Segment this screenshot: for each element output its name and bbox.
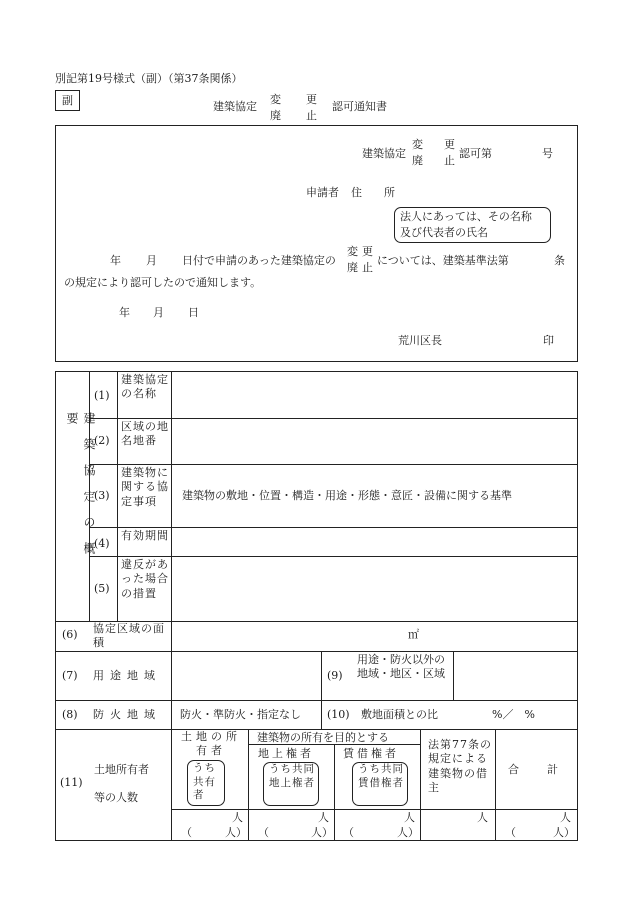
col-total: 合 計 [508, 763, 560, 776]
date-year: 年 [119, 306, 130, 319]
ratio-label: 敷地面積との比 [361, 708, 438, 721]
owners-label-line2: 等の人数 [94, 791, 138, 804]
body-choice-abolish-1: 廃 [347, 261, 358, 274]
col-lease-rights: 賃借権者 [343, 747, 399, 760]
body-choice-change-2: 更 [362, 245, 373, 258]
row1-num: (1) [94, 389, 110, 402]
body-month: 月 [146, 254, 157, 267]
body-choice-abolish-2: 止 [362, 261, 373, 274]
seal-mark: 印 [543, 334, 554, 347]
col-surface-rights: 地上権者 [258, 747, 314, 760]
row3-num: (3) [94, 489, 110, 502]
notice-choice-change-2: 更 [444, 138, 455, 151]
body-article: 条 [554, 254, 565, 267]
corp-note-line1: 法人にあっては、その名称 [400, 210, 532, 223]
use-zone-label: 用途地域 [93, 669, 161, 682]
col-art77: 法第77条の規定による建築物の借主 [428, 738, 492, 794]
title-choice-abolish-1: 廃 [270, 109, 281, 122]
title-prefix: 建築協定 [213, 100, 257, 113]
unit-art77: 人 [477, 811, 488, 824]
area-label: 協定区域の面積 [93, 622, 165, 650]
col-land-owner: 土地の所有者 [181, 730, 241, 758]
notice-number-prefix: 建築協定 [362, 147, 406, 160]
other-zone-label: 用途・防火以外の地域・地区・区域 [357, 653, 445, 681]
col-land-sub: うち共有者 [193, 762, 216, 802]
issuer: 荒川区長 [398, 334, 442, 347]
row3-label: 建築物に関する協定事項 [121, 466, 169, 508]
ratio-num: (10) [327, 708, 350, 721]
title-suffix: 認可通知書 [332, 100, 387, 113]
fire-zone-options: 防火・準防火・指定なし [180, 708, 301, 721]
unit-surface: 人 [318, 811, 329, 824]
notice-choice-abolish-2: 止 [444, 154, 455, 167]
other-zone-num: (9) [327, 669, 343, 682]
body-day-text: 日付で申請のあった建築協定の [182, 254, 336, 267]
row4-label: 有効期間 [121, 529, 169, 542]
applicant-label: 申請者 [306, 186, 339, 199]
form-reference: 別記第19号様式（副）（第37条関係） [55, 72, 243, 85]
paren-unit-surface: 人） [311, 826, 333, 839]
fire-zone-label: 防火地域 [93, 708, 161, 721]
address-label: 住 所 [351, 186, 395, 199]
ratio-value: %／ % [492, 708, 535, 721]
date-day: 日 [188, 306, 199, 319]
col-surface-sub: うち共同地上権者 [269, 763, 315, 789]
col-lease-sub: うち共同賃借権者 [358, 763, 404, 789]
notice-choice-change-1: 変 [412, 138, 423, 151]
paren-unit-land: 人） [225, 826, 247, 839]
notice-choice-abolish-1: 廃 [412, 154, 423, 167]
paren-open-land: （ [181, 826, 192, 839]
title-choice-change-2: 更 [306, 93, 317, 106]
paren-open-total: （ [505, 826, 516, 839]
owners-num: (11) [60, 776, 83, 789]
unit-total: 人 [560, 811, 571, 824]
date-month: 月 [153, 306, 164, 319]
notice-box [55, 125, 578, 362]
notice-number-suffix: 号 [542, 147, 553, 160]
body-year: 年 [110, 254, 121, 267]
unit-land: 人 [232, 811, 243, 824]
col-building-group: 建築物の所有を目的とする [257, 731, 389, 744]
area-unit: ㎡ [408, 628, 419, 641]
notice-number-middle: 認可第 [459, 147, 492, 160]
body-after-choice: については、建築基準法第 [377, 254, 509, 267]
title-choice-change-1: 変 [270, 93, 281, 106]
body-choice-change-1: 変 [347, 245, 358, 258]
overview-group-label: 建築協定の概要 [65, 412, 96, 568]
paren-open-surface: （ [258, 826, 269, 839]
paren-unit-lease: 人） [397, 826, 419, 839]
unit-lease: 人 [404, 811, 415, 824]
title-choice-abolish-2: 止 [306, 109, 317, 122]
row2-num: (2) [94, 434, 110, 447]
paren-open-lease: （ [343, 826, 354, 839]
fire-zone-num: (8) [62, 708, 78, 721]
row5-num: (5) [94, 582, 110, 595]
use-zone-num: (7) [62, 669, 78, 682]
row5-label: 違反があった場合の措置 [121, 558, 169, 600]
area-num: (6) [62, 628, 78, 641]
copy-mark: 副 [55, 90, 80, 111]
row2-label: 区域の地名地番 [121, 420, 169, 448]
owners-label-line1: 土地所有者 [94, 763, 149, 776]
corp-note-line2: 及び代表者の氏名 [400, 226, 488, 239]
row4-num: (4) [94, 537, 110, 550]
paren-unit-total: 人） [553, 826, 575, 839]
row1-label: 建築協定の名称 [121, 373, 169, 401]
body-line2: の規定により認可したので通知します。 [64, 276, 262, 289]
row3-value: 建築物の敷地・位置・構造・用途・形態・意匠・設備に関する基準 [182, 489, 512, 502]
